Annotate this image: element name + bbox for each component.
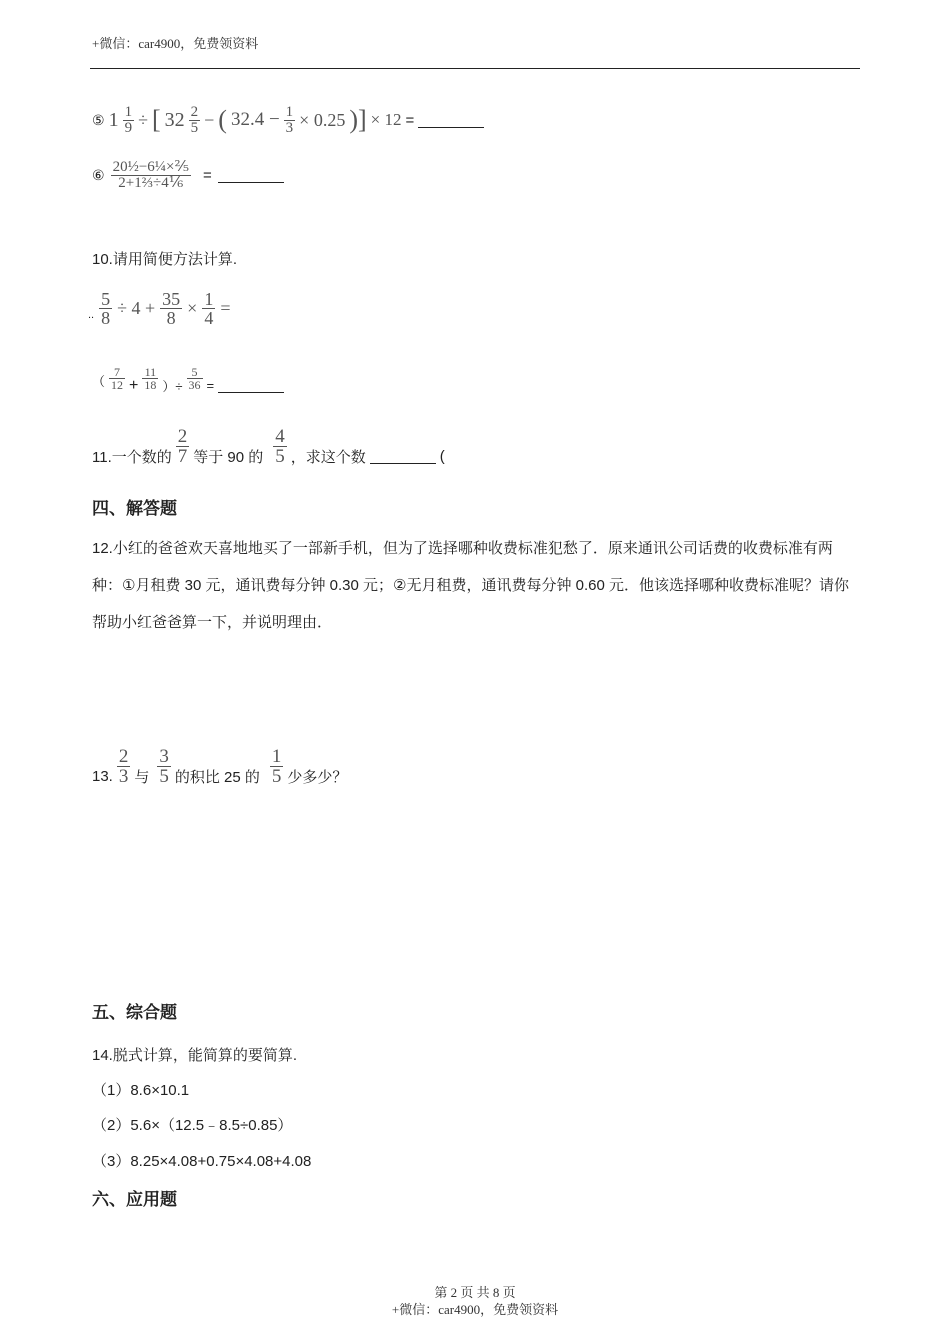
- fraction-4-5: $\frac{4}{5}$: [275, 426, 285, 467]
- item6-numerator: 20½−6¼×⅖: [112, 159, 190, 175]
- q10-line1-equals: =: [220, 298, 231, 318]
- q13-mid1: 与: [134, 769, 150, 786]
- item5-324: 32.4 −: [230, 109, 280, 130]
- fraction-1-3: $\frac{1}{3}$: [285, 103, 294, 136]
- fraction-1-9: $\frac{1}{9}$: [124, 103, 133, 136]
- q13: [92, 746, 347, 787]
- section-5-title: 五、综合题: [92, 1003, 177, 1022]
- q11: [92, 426, 445, 467]
- fraction-7-12: $\frac{7}{12}$: [111, 365, 124, 392]
- q10-answer-blank[interactable]: [218, 378, 284, 393]
- header-rule: [90, 68, 860, 69]
- fraction-5-36: $\frac{5}{36}$: [188, 365, 201, 392]
- q10-op1: ÷ 4 +: [117, 298, 156, 318]
- q10-paren-close: ）÷: [162, 379, 183, 394]
- q10-op2: ×: [187, 298, 198, 318]
- fraction-2-3: $\frac{2}{3}$: [118, 746, 129, 787]
- item5-marker: ⑤: [92, 111, 105, 128]
- item6-complex-fraction: [111, 160, 191, 191]
- item5-whole: 1: [108, 108, 119, 131]
- q14-item-1: （1）8.6×10.1: [92, 1082, 190, 1099]
- q10-line1-prefix: ..: [88, 309, 95, 321]
- section-6-title: 六、应用题: [92, 1190, 177, 1209]
- q14-title: 14.脱式计算，能简算的要简算.: [92, 1047, 298, 1064]
- q11-tail: (: [439, 448, 445, 465]
- q12-text: 12.小红的爸爸欢天喜地地买了一部新手机，但为了选择哪种收费标准犯愁了．原来通讯公司话费的收费标准有两种：①月租费 30 元，通讯费每分钟 0.30 元；②无月租费，通讯费每分钟 0.60 元．他该选择哪种收费标准呢？请你帮助小红爸爸算一下，并说明理由．: [92, 540, 849, 631]
- fraction-5-8: $\frac{5}{8}$: [101, 289, 111, 328]
- item5-equals: =: [405, 111, 415, 129]
- bracket-close: )]: [349, 105, 367, 134]
- q9-item6: [92, 160, 284, 191]
- q14-item-3: （3）8.25×4.08+0.75×4.08+4.08: [92, 1153, 312, 1170]
- item5-32: 32: [164, 108, 185, 131]
- fraction-3-5: $\frac{3}{5}$: [159, 746, 169, 787]
- paren-open: (: [218, 105, 227, 134]
- q10-line1: [88, 290, 230, 327]
- item6-marker: ⑥: [92, 167, 105, 183]
- q9-item5: [92, 98, 484, 142]
- item6-denominator: 2+1⅔÷4⅙: [118, 175, 184, 191]
- page-header: +微信：car4900，免费领资料: [92, 36, 259, 51]
- item5-times-12: × 12: [370, 110, 402, 129]
- q14-item-2: （2）5.6×（12.5﹣8.5÷0.85）: [92, 1117, 293, 1134]
- divide-sign: ÷: [138, 109, 148, 130]
- minus-sign: −: [204, 109, 215, 130]
- fraction-1-4: $\frac{1}{4}$: [204, 289, 214, 328]
- item6-answer-blank[interactable]: [218, 168, 284, 183]
- bracket-open: [: [151, 105, 161, 134]
- fraction-1-5: $\frac{1}{5}$: [271, 746, 282, 787]
- q13-prefix: 13.: [92, 768, 113, 785]
- page-number: 第 2 页 共 8 页: [434, 1285, 516, 1300]
- q10-title: 10.请用简便方法计算.: [92, 251, 238, 268]
- fraction-11-18: $\frac{11}{18}$: [144, 365, 157, 392]
- q11-mid: 等于 90 的: [193, 449, 264, 466]
- item6-equals: =: [203, 167, 212, 184]
- q10-paren-open: （: [92, 374, 106, 389]
- item5-times-025: × 0.25: [299, 109, 346, 130]
- q10-line2-equals: =: [206, 378, 215, 393]
- q11-answer-blank[interactable]: [370, 449, 436, 464]
- item5-answer-blank[interactable]: [418, 113, 484, 128]
- fraction-2-7: $\frac{2}{7}$: [177, 426, 188, 467]
- fraction-35-8: $\frac{35}{8}$: [162, 289, 181, 328]
- q13-suffix: 少多少？: [287, 769, 348, 786]
- q11-prefix: 11.一个数的: [92, 449, 172, 466]
- q10-plus: +: [129, 376, 139, 394]
- q10-line2: [92, 366, 284, 395]
- section-4-title: 四、解答题: [92, 499, 177, 518]
- footer-promo: +微信：car4900，免费领资料: [391, 1302, 559, 1317]
- fraction-2-5: $\frac{2}{5}$: [190, 103, 199, 136]
- q13-mid2: 的积比 25 的: [174, 769, 260, 786]
- q11-suffix: ，求这个数: [290, 449, 366, 466]
